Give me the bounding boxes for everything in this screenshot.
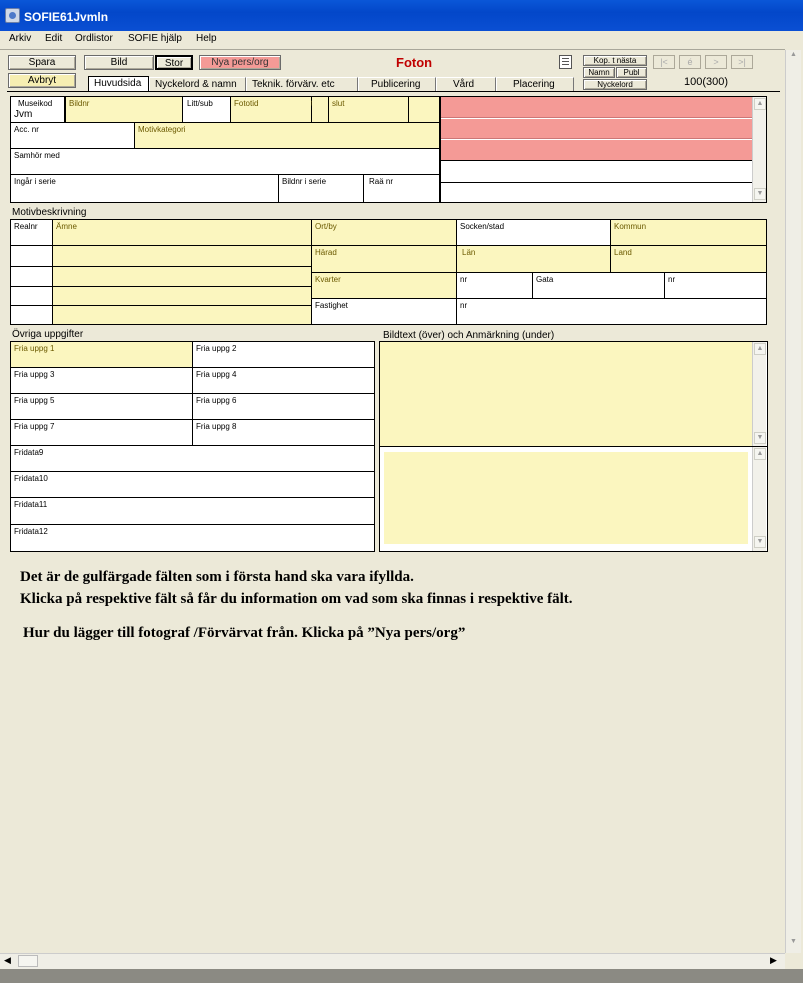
menu-sofie-hjalp[interactable]: SOFIE hjälp	[128, 33, 182, 44]
kvarter-field[interactable]: Kvarter	[312, 273, 457, 299]
top-fields	[10, 96, 440, 203]
instruction-line-3: Hur du lägger till fotograf /Förvärvat från. Klicka på ”Nya pers/org”	[23, 625, 466, 641]
kvarter-nr-field[interactable]: nr	[457, 273, 533, 299]
horizontal-scroll-thumb[interactable]	[18, 955, 38, 967]
realnr-field[interactable]: Realnr	[11, 220, 53, 246]
photographer-list[interactable]	[440, 96, 767, 203]
bild-button[interactable]: Bild	[84, 55, 154, 70]
slut-tk-field[interactable]	[409, 97, 439, 123]
tab-huvudsida[interactable]: Huvudsida	[88, 76, 149, 91]
fria-uppg-1-field[interactable]: Fria uppg 1	[11, 342, 193, 368]
tab-placering[interactable]: Placering	[496, 77, 574, 91]
bildtext-box	[379, 341, 768, 552]
anmarkning-scrollbar[interactable]	[752, 447, 766, 551]
amne-field[interactable]	[53, 287, 312, 306]
publ-button[interactable]: Publ	[616, 67, 647, 78]
fototid-tk-field[interactable]	[312, 97, 329, 123]
scroll-down-icon[interactable]: ▼	[754, 188, 766, 200]
scroll-up-icon[interactable]: ▲	[754, 343, 766, 355]
bildtext-scrollbar[interactable]	[752, 342, 766, 446]
gata-field[interactable]: Gata	[533, 273, 665, 299]
motivkategori-field[interactable]: Motivkategori	[135, 123, 439, 149]
tab-publicering[interactable]: Publicering	[358, 77, 436, 91]
kop-t-nasta-button[interactable]: Kop. t nästa	[583, 55, 647, 66]
bildnr-field[interactable]: Bildnr	[65, 97, 183, 123]
fototid-field[interactable]: Fototid	[231, 97, 312, 123]
nav-prev-button[interactable]: é	[679, 55, 701, 69]
fridata12-field[interactable]: Fridata12	[11, 525, 374, 551]
photographer-row[interactable]	[441, 140, 752, 161]
menu-divider	[0, 49, 785, 50]
scroll-right-icon[interactable]: ▶	[770, 955, 777, 965]
avbryt-button[interactable]: Avbryt	[8, 73, 76, 88]
window-vertical-scrollbar[interactable]	[785, 50, 801, 955]
photographer-row[interactable]	[441, 119, 752, 139]
tab-nyckelord-namn[interactable]: Nyckelord & namn	[149, 77, 246, 91]
bildtext-heading: Bildtext (över) och Anmärkning (under)	[383, 330, 555, 341]
photographer-row[interactable]	[441, 97, 752, 118]
slut-field[interactable]: slut	[329, 97, 409, 123]
nyckelord-button[interactable]: Nyckelord	[583, 79, 647, 90]
bildtext-divider	[380, 446, 767, 447]
fria-uppg-3-field[interactable]: Fria uppg 3	[11, 368, 193, 394]
fastighet-field[interactable]: Fastighet	[312, 299, 457, 324]
fridata9-field[interactable]: Fridata9	[11, 446, 374, 472]
fridata11-field[interactable]: Fridata11	[11, 498, 374, 525]
museikod-field[interactable]: Museikod Jvm	[11, 97, 65, 123]
resize-grip[interactable]	[785, 953, 803, 969]
scroll-up-icon[interactable]: ▲	[754, 448, 766, 460]
photographer-list-scrollbar[interactable]	[752, 97, 766, 202]
title-bar	[0, 0, 803, 31]
form-title: Foton	[396, 55, 433, 70]
amne-field[interactable]	[53, 306, 312, 324]
motiv-fields	[10, 219, 767, 325]
amne-field[interactable]: Ämne	[53, 220, 312, 246]
instruction-line-2: Klicka på respektive fält så får du information om vad som ska finnas i respektive fält.	[20, 591, 573, 607]
ort-by-field[interactable]: Ort/by	[312, 220, 457, 246]
fria-uppg-7-field[interactable]: Fria uppg 7	[11, 420, 193, 446]
window-horizontal-scrollbar[interactable]	[0, 953, 785, 969]
fria-uppg-5-field[interactable]: Fria uppg 5	[11, 394, 193, 420]
fridata10-field[interactable]: Fridata10	[11, 472, 374, 498]
spara-button[interactable]: Spara	[8, 55, 76, 70]
instruction-line-1: Det är de gulfärgade fälten som i första hand ska vara ifyllda.	[20, 569, 414, 585]
scroll-down-icon[interactable]: ▼	[754, 432, 766, 444]
litt-sub-field[interactable]: Litt/sub	[183, 97, 231, 123]
acc-nr-field[interactable]: Acc. nr	[11, 123, 135, 149]
fria-uppg-4-field[interactable]: Fria uppg 4	[193, 368, 374, 394]
notepad-icon[interactable]	[559, 55, 572, 69]
scroll-left-icon[interactable]: ◀	[4, 955, 11, 965]
socken-stad-field[interactable]: Socken/stad	[457, 220, 611, 246]
motivbeskrivning-heading: Motivbeskrivning	[12, 207, 87, 218]
tab-divider	[7, 91, 780, 92]
fria-uppg-6-field[interactable]: Fria uppg 6	[193, 394, 374, 420]
harad-field[interactable]: Härad	[312, 246, 457, 273]
record-counter: 100(300)	[684, 76, 729, 88]
realnr-field[interactable]	[11, 287, 53, 306]
app-icon	[5, 8, 20, 23]
raa-nr-field[interactable]: Raä nr	[364, 175, 439, 202]
window-title: SOFIE61Jvmln	[24, 10, 109, 24]
menu-ordlistor[interactable]: Ordlistor	[75, 33, 113, 44]
ovriga-uppgifter-heading: Övriga uppgifter	[12, 329, 84, 340]
realnr-field[interactable]	[11, 306, 53, 324]
gata-nr-field[interactable]: nr	[665, 273, 766, 299]
amne-field[interactable]	[53, 246, 312, 267]
ovriga-fields	[10, 341, 375, 552]
bildtext-textarea[interactable]	[380, 342, 752, 446]
realnr-field[interactable]	[11, 267, 53, 287]
namn-button[interactable]: Namn	[583, 67, 615, 78]
menu-help[interactable]: Help	[196, 33, 217, 44]
nya-pers-org-button[interactable]: Nya pers/org	[199, 55, 281, 70]
scroll-up-icon[interactable]: ▲	[790, 51, 797, 58]
stor-button[interactable]: Stor	[155, 55, 193, 70]
scroll-down-icon[interactable]: ▼	[754, 536, 766, 548]
ingar-i-serie-field[interactable]: Ingår i serie	[11, 175, 279, 202]
fria-uppg-8-field[interactable]: Fria uppg 8	[193, 420, 374, 446]
nav-last-button[interactable]: >|	[731, 55, 753, 69]
fria-uppg-2-field[interactable]: Fria uppg 2	[193, 342, 374, 368]
menu-arkiv[interactable]: Arkiv	[9, 33, 32, 44]
status-bar	[0, 969, 803, 983]
menu-edit[interactable]: Edit	[45, 33, 63, 44]
land-field[interactable]: Land	[611, 246, 766, 273]
anmarkning-textarea[interactable]	[384, 452, 748, 544]
lan-field[interactable]: Län	[457, 246, 611, 273]
nav-next-button[interactable]: >	[705, 55, 727, 69]
tab-teknik[interactable]: Teknik. förvärv. etc	[246, 77, 358, 91]
scroll-down-icon[interactable]: ▼	[790, 938, 797, 945]
amne-field[interactable]	[53, 267, 312, 287]
bildnr-i-serie-field[interactable]: Bildnr i serie	[279, 175, 364, 202]
nav-first-button[interactable]: |<	[653, 55, 675, 69]
scroll-up-icon[interactable]: ▲	[754, 98, 766, 110]
realnr-field[interactable]	[11, 246, 53, 267]
menu-bar	[0, 31, 803, 48]
kommun-field[interactable]: Kommun	[611, 220, 766, 246]
fastighet-nr-field[interactable]: nr	[457, 299, 766, 324]
row-divider	[441, 182, 752, 183]
tab-vard[interactable]: Vård	[436, 77, 496, 91]
samhor-med-field[interactable]: Samhör med	[11, 149, 439, 175]
